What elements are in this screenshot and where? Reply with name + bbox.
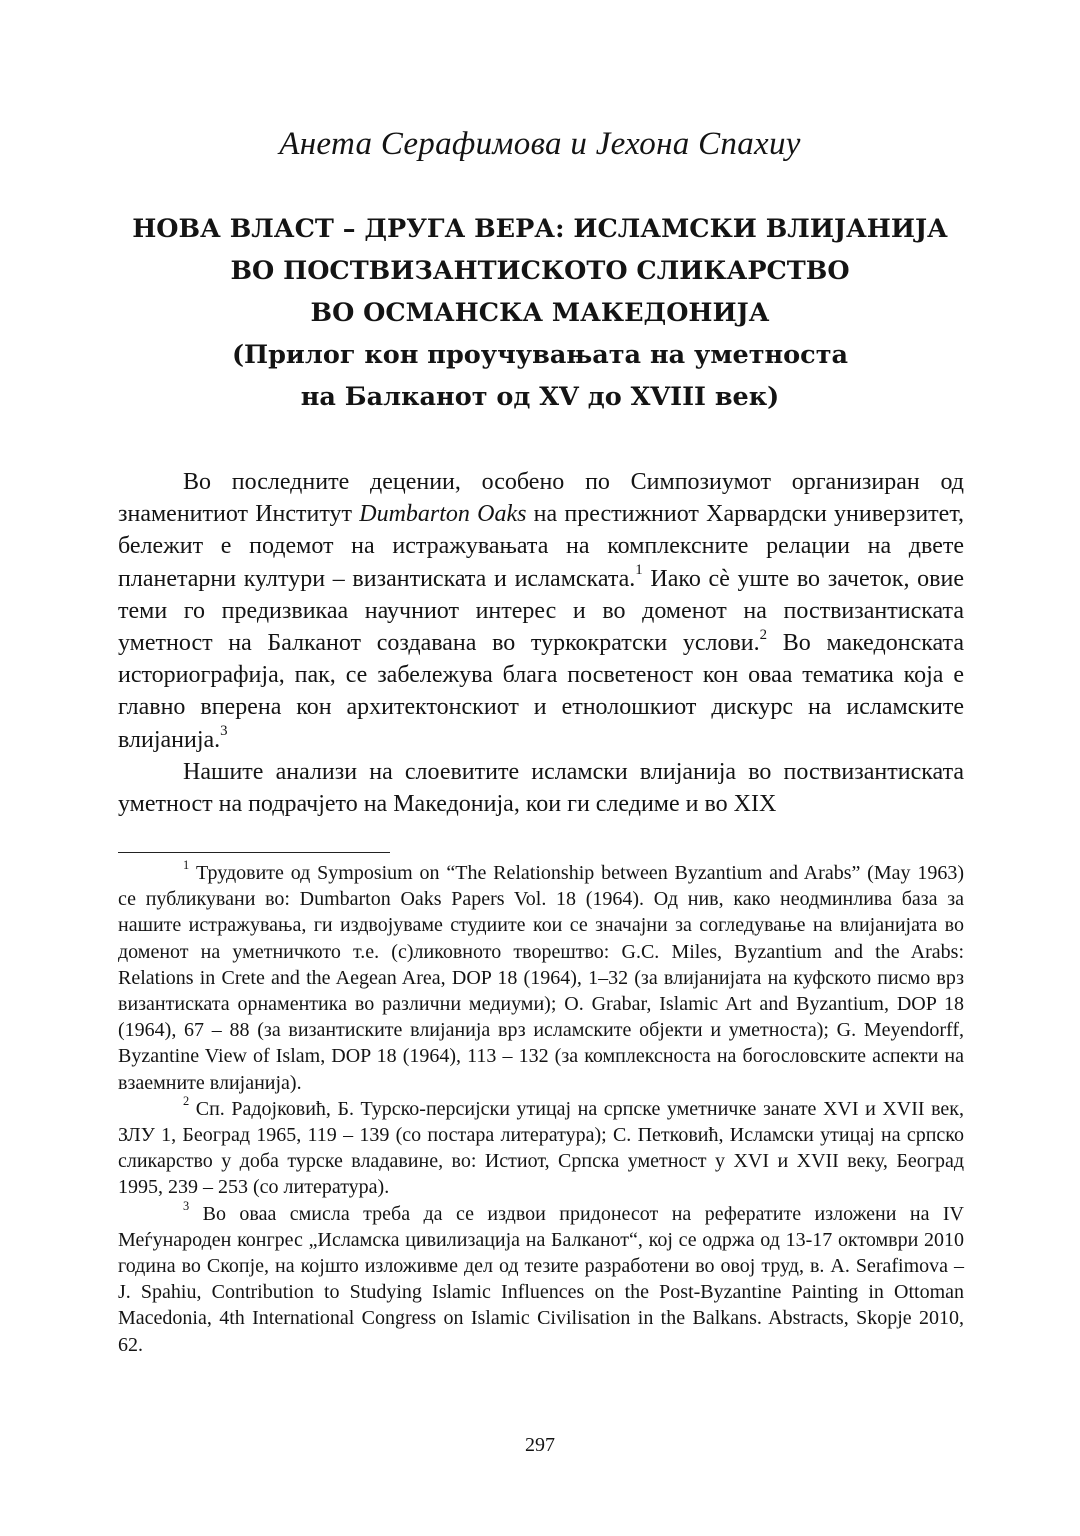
footnote-2 bbox=[118, 1096, 964, 1201]
footnote-text: Во оваа смисла треба да се издвои придонесот на рефератите изложени на IV Меѓународен конгрес „Исламска цивилизација на Балканот“, кој се одржа од 13-17 октомври 2010 година во Скопје, на којшто изложивме дел од тезите разработени во овој труд, в. A. Serafimova – J. Spahiu, Contribution to Studying Islamic Influences on the Post-Byzantine Painting in Ottoman Macedonia, 4th International Congress on Islamic Civilisation in the Balkans. Abstracts, Skopje 2010, 62. bbox=[118, 1202, 964, 1356]
footnote-ref-2[interactable]: 2 bbox=[759, 626, 768, 643]
title-line: НОВА ВЛАСТ – ДРУГА ВЕРА: ИСЛАМСКИ ВЛИЈАНИЈА bbox=[132, 214, 948, 244]
subtitle-line: (Прилог кон проучувањата на уметноста bbox=[231, 340, 849, 370]
subtitle-line: на Балканот од XV до XVIII век) bbox=[300, 382, 780, 412]
text-run: Во последните децении, особено по Симпозиумот организиран од знаменитиот Институт bbox=[118, 469, 964, 528]
footnote-separator bbox=[118, 852, 390, 853]
footnote-1 bbox=[118, 860, 964, 1096]
text-run: на престижниот Харвардски универзитет, бележит е подемот на истражувањата на комплексните релации на двете планетарни култури – византиската и исламската. bbox=[118, 501, 964, 592]
body-text bbox=[118, 466, 964, 820]
footnote-ref-3[interactable]: 3 bbox=[220, 723, 228, 740]
footnote-ref-1[interactable]: 1 bbox=[635, 562, 643, 579]
institute-name: Dumbarton Oaks bbox=[359, 501, 527, 528]
footnote-number: 3 bbox=[183, 1199, 190, 1214]
title-line: ВО ПОСТВИЗАНТИСКОТО СЛИКАРСТВО bbox=[230, 256, 850, 286]
footnotes bbox=[118, 860, 964, 1358]
footnote-3 bbox=[118, 1201, 964, 1358]
footnote-number: 2 bbox=[183, 1094, 190, 1109]
footnote-text: Трудовите од Symposium on “The Relationship between Byzantium and Arabs” (May 1963) се публикувани во: Dumbarton Oaks Papers Vol. 18 (1964). Од нив, како неодминлива база за нашите истражувања, ги издвојуваме студиите кои се значајни за согледување на влијанијата во доменот на уметничкото т.е. (с)ликовното творештво: G.C. Miles, Byzantium and the Arabs: Relations in Crete and the Aegean Area, DOP 18 (1964), 1–32 (за влијанијата на куфското писмо врз византиската орнаментика во различни медиуми); O. Grabar, Islamic Art and Byzantium, DOP 18 (1964), 67 – 88 (за византиските влијанија врз исламските објекти и уметноста); G. Meyendorff, Byzantine View of Islam, DOP 18 (1964), 113 – 132 (за комплексноста на богословските аспекти на взаемните влијанија). bbox=[118, 862, 964, 1094]
footnote-number: 1 bbox=[183, 858, 190, 873]
title-line: ВО ОСМАНСКА МАКЕДОНИЈА bbox=[310, 298, 770, 328]
text-run: Во македонската историографија, пак, се забележува блага посветеност кон оваа тематика која е главно вперена кон архитектонскиот и етнолошкиот дискурс на исламските влијанија. bbox=[118, 630, 964, 753]
page-number: 297 bbox=[525, 1434, 555, 1456]
footnote-text: Сп. Радојковић, Б. Турско-персијски утицај на српске уметничке занате XVI и XVII век, ЗЛУ 1, Београд 1965, 119 – 139 (со постара литература); С. Петковић, Исламски утицај на српско сликарство у доба турске владавине, во: Истиот, Српска уметност у XVI и XVII веку, Београд 1995, 239 – 253 (со литература). bbox=[118, 1097, 964, 1199]
authors: Анета Серафимова и Јехона Спахиу bbox=[279, 126, 801, 162]
paragraph-1 bbox=[118, 466, 964, 756]
text-run: Иако сè уште во зачеток, овие теми го предизвикаа научниот интерес и во доменот на поствизантиската уметност на Балканот создавана во туркократски услови. bbox=[118, 565, 964, 657]
article-title bbox=[0, 208, 1080, 418]
paragraph-2: Нашите анализи на слоевитите исламски влијанија во поствизантиската уметност на подрачјето на Македонија, кои ги следиме и во XIX bbox=[118, 758, 964, 818]
